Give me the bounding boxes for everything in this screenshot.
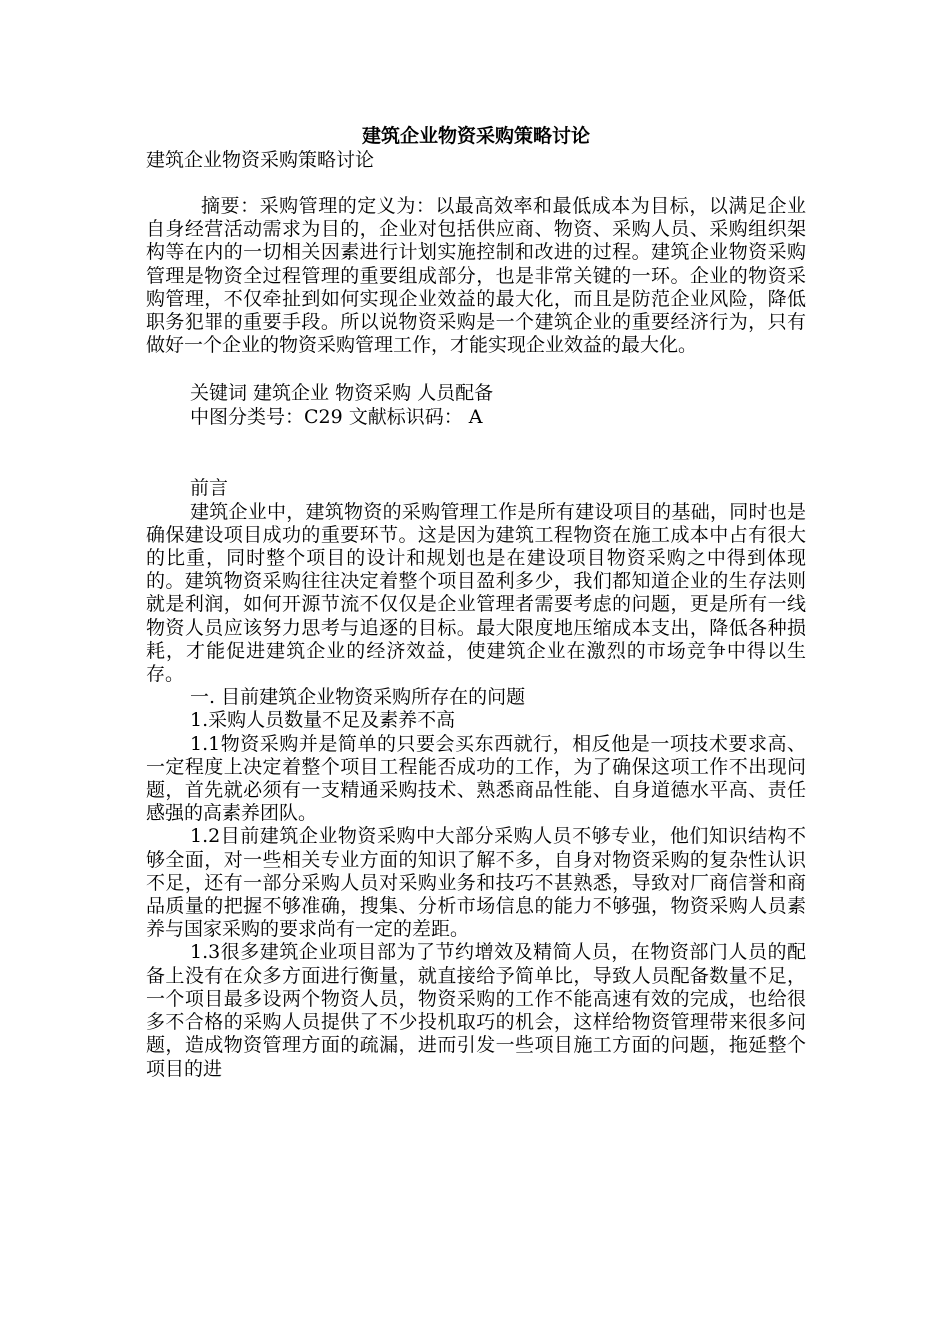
subsection-heading: 1.采购人员数量不足及素养不高 bbox=[190, 709, 456, 732]
document-title: 建筑企业物资采购策略讨论 bbox=[361, 125, 590, 147]
body-paragraph-1-1: 1.1物资采购并是简单的只要会买东西就行，相反他是一项技术要求高、一定程度上决定着整个项目工程能否成功的工作，为了确保这项工作不出现问题，首先就必须有一支精通采购技术、熟悉商品性能、自身道德水平高、责任感强的高素养团队。 bbox=[146, 732, 806, 825]
body-paragraph-1-2: 1.2目前建筑企业物资采购中大部分采购人员不够专业，他们知识结构不够全面，对一些相关专业方面的知识了解不多，自身对物资采购的复杂性认识不足，还有一部分采购人员对采购业务和技巧不甚熟悉，导致对厂商信誉和商品质量的把握不够准确，搜集、分析市场信息的能力不够强，物资采购人员素养与国家采购的要求尚有一定的差距。 bbox=[146, 825, 806, 941]
body-paragraph-1-3: 1.3很多建筑企业项目部为了节约增效及精简人员，在物资部门人员的配备上没有在众多方面进行衡量，就直接给予简单比，导致人员配备数量不足，一个项目最多设两个物资人员，物资采购的工作不能高速有效的完成，也给很多不合格的采购人员提供了不少投机取巧的机会，这样给物资管理带来很多问题，造成物资管理方面的疏漏，进而引发一些项目施工方面的问题，拖延整个项目的进 bbox=[146, 941, 806, 1080]
preface-heading: 前言 bbox=[190, 477, 229, 500]
abstract-paragraph: 摘要：采购管理的定义为：以最高效率和最低成本为目标，以满足企业自身经营活动需求为目的，企业对包括供应商、物资、采购人员、采购组织架构等在内的一切相关因素进行计划实施控制和改进的过程。建筑企业物资采购管理是物资全过程管理的重要组成部分，也是非常关键的一环。企业的物资采购管理，不仅牵扯到如何实现企业效益的最大化，而且是防范企业风险，降低职务犯罪的重要手段。所以说物资采购是一个建筑企业的重要经济行为，只有做好一个企业的物资采购管理工作，才能实现企业效益的最大化。 bbox=[146, 195, 806, 357]
section-heading: 一. 目前建筑企业物资采购所存在的问题 bbox=[190, 686, 526, 709]
document-subtitle: 建筑企业物资采购策略讨论 bbox=[146, 149, 375, 171]
preface-paragraph: 建筑企业中，建筑物资的采购管理工作是所有建设项目的基础，同时也是确保建设项目成功的重要环节。这是因为建筑工程物资在施工成本中占有很大的比重，同时整个项目的设计和规划也是在建设项目物资采购之中得到体现的。建筑物资采购往往决定着整个项目盈利多少，我们都知道企业的生存法则就是利润，如何开源节流不仅仅是企业管理者需要考虑的问题，更是所有一线物资人员应该努力思考与追逐的目标。最大限度地压缩成本支出，降低各种损耗，才能促进建筑企业的经济效益，使建筑企业在激烈的市场竞争中得以生存。 bbox=[146, 500, 806, 686]
keywords-line: 关键词 建筑企业 物资采购 人员配备 bbox=[190, 382, 494, 405]
spacer bbox=[146, 172, 806, 195]
classification-line: 中图分类号：C29 文献标识码： A bbox=[190, 406, 483, 429]
spacer bbox=[146, 357, 806, 381]
document-page bbox=[146, 124, 806, 1081]
spacer bbox=[146, 429, 806, 477]
